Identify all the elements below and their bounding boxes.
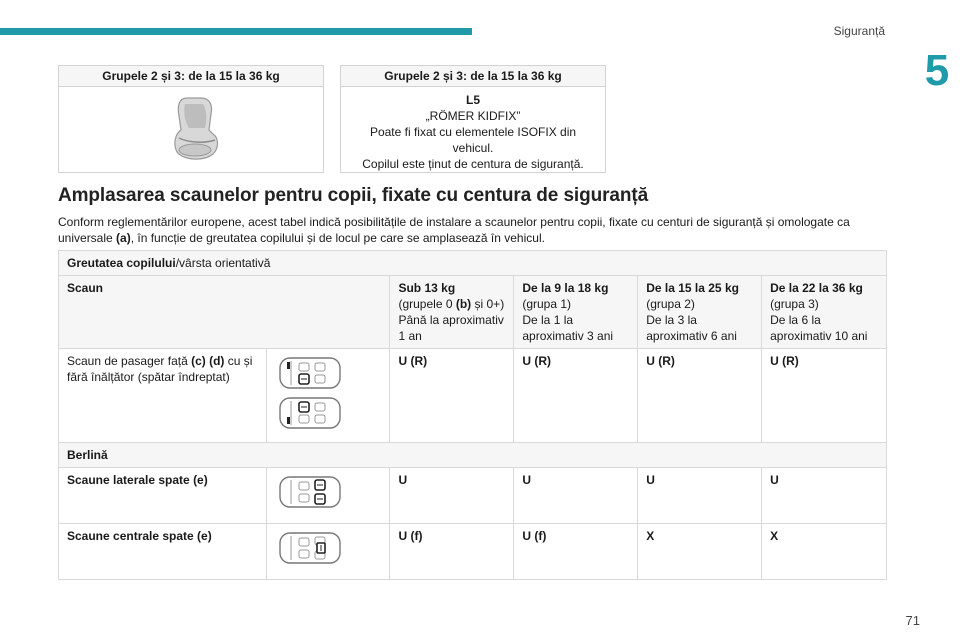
column-1-age: De la 1 la aproximativ 3 ani <box>522 313 614 343</box>
section-label: Siguranță <box>833 24 885 38</box>
front-passenger-value-3: U (R) <box>762 349 887 443</box>
column-3-age: De la 6 la aproximativ 10 ani <box>770 313 868 343</box>
rear-side-value-3: U <box>762 468 887 524</box>
weight-label: Greutatea copilului <box>67 256 176 270</box>
berlina-row <box>59 443 887 468</box>
car-front-seat-icon <box>277 355 343 391</box>
child-seat-image-box <box>58 65 324 173</box>
chapter-number: 5 <box>924 46 950 95</box>
rear-center-value-1: U (f) <box>514 524 638 580</box>
column-0-group-text: (grupele 0 <box>398 297 456 311</box>
seat-model-isofix-note: Poate fi fixat cu elementele ISOFIX din vehicul. <box>369 125 577 155</box>
column-header-2 <box>638 276 762 349</box>
intro-footnote-a: (a) <box>116 231 131 245</box>
front-passenger-footnotes: (c) (d) <box>191 354 225 368</box>
column-2-group: (grupa 2) <box>646 297 695 311</box>
column-1-group: (grupa 1) <box>522 297 572 311</box>
rear-side-label: Scaune laterale spate (e) <box>59 468 267 524</box>
rear-side-row <box>59 468 887 524</box>
section-title: Amplasarea scaunelor pentru copii, fixate cu centura de siguranță <box>58 185 649 206</box>
column-3-title: De la 22 la 36 kg <box>770 281 863 295</box>
seat-model-code: L5 <box>465 93 480 107</box>
column-0-age: Până la aproximativ 1 an <box>398 313 504 343</box>
column-2-title: De la 15 la 25 kg <box>646 281 739 295</box>
front-passenger-label <box>59 349 267 443</box>
rear-side-value-1: U <box>514 468 638 524</box>
rear-center-label: Scaune centrale spate (e) <box>59 524 267 580</box>
front-passenger-row <box>59 349 887 443</box>
rear-center-row <box>59 524 887 580</box>
column-0-group-end: și 0+) <box>471 297 505 311</box>
child-seat-photo <box>165 94 225 164</box>
column-header-3 <box>762 276 887 349</box>
installation-table <box>58 250 887 580</box>
rear-side-value-0: U <box>390 468 514 524</box>
front-passenger-value-0: U (R) <box>390 349 514 443</box>
front-passenger-label-end: cu și fără înălțător (spătar îndreptat) <box>67 354 253 384</box>
berlina-label: Berlină <box>59 443 887 468</box>
column-header-1 <box>514 276 638 349</box>
rear-center-value-3: X <box>762 524 887 580</box>
rear-side-value-2: U <box>638 468 762 524</box>
seat-model-name: „RÖMER KIDFIX” <box>425 109 521 123</box>
column-0-group <box>398 296 505 312</box>
car-rear-center-seat-icon <box>277 530 343 566</box>
seat-model-belt-note: Copilul este ținut de centura de siguranță. <box>362 157 584 171</box>
car-rear-side-seats-icon <box>277 474 343 510</box>
column-1-title: De la 9 la 18 kg <box>522 281 609 295</box>
child-seat-image-header: Grupele 2 și 3: de la 15 la 36 kg <box>59 66 323 87</box>
seat-model-box <box>340 65 606 173</box>
weight-label-rest: /vârsta orientativă <box>175 256 271 270</box>
header-accent-bar <box>0 28 472 35</box>
weight-header-cell <box>59 251 887 276</box>
front-passenger-value-1: U (R) <box>514 349 638 443</box>
column-0-footnote: (b) <box>455 297 472 311</box>
front-passenger-label-text: Scaun de pasager față <box>67 354 192 368</box>
car-front-seat-icon-alt <box>277 395 343 431</box>
column-header-row <box>59 276 887 349</box>
rear-side-diagram-cell <box>266 468 390 524</box>
weight-header-row <box>59 251 887 276</box>
rear-center-value-2: X <box>638 524 762 580</box>
rear-center-diagram-cell <box>266 524 390 580</box>
front-passenger-value-2: U (R) <box>638 349 762 443</box>
rear-center-value-0: U (f) <box>390 524 514 580</box>
column-0-title: Sub 13 kg <box>398 281 456 295</box>
seat-model-description <box>341 87 605 172</box>
section-intro <box>58 214 888 246</box>
seat-model-header: Grupele 2 și 3: de la 15 la 36 kg <box>341 66 605 87</box>
column-2-age: De la 3 la aproximativ 6 ani <box>646 313 737 343</box>
seat-column-header: Scaun <box>59 276 390 349</box>
intro-text-end: , în funcție de greutatea copilului și de locul pe care se amplasează în vehicul. <box>130 231 545 245</box>
page-number: 71 <box>905 613 920 628</box>
column-header-0 <box>390 276 514 349</box>
front-passenger-diagram-cell <box>266 349 390 443</box>
column-3-group: (grupa 3) <box>770 297 819 311</box>
intro-text: Conform reglementărilor europene, acest tabel indică posibilitățile de instalare a scaunelor pentru copii, fixate cu centuri de siguranță și omologate ca universale <box>58 215 850 245</box>
